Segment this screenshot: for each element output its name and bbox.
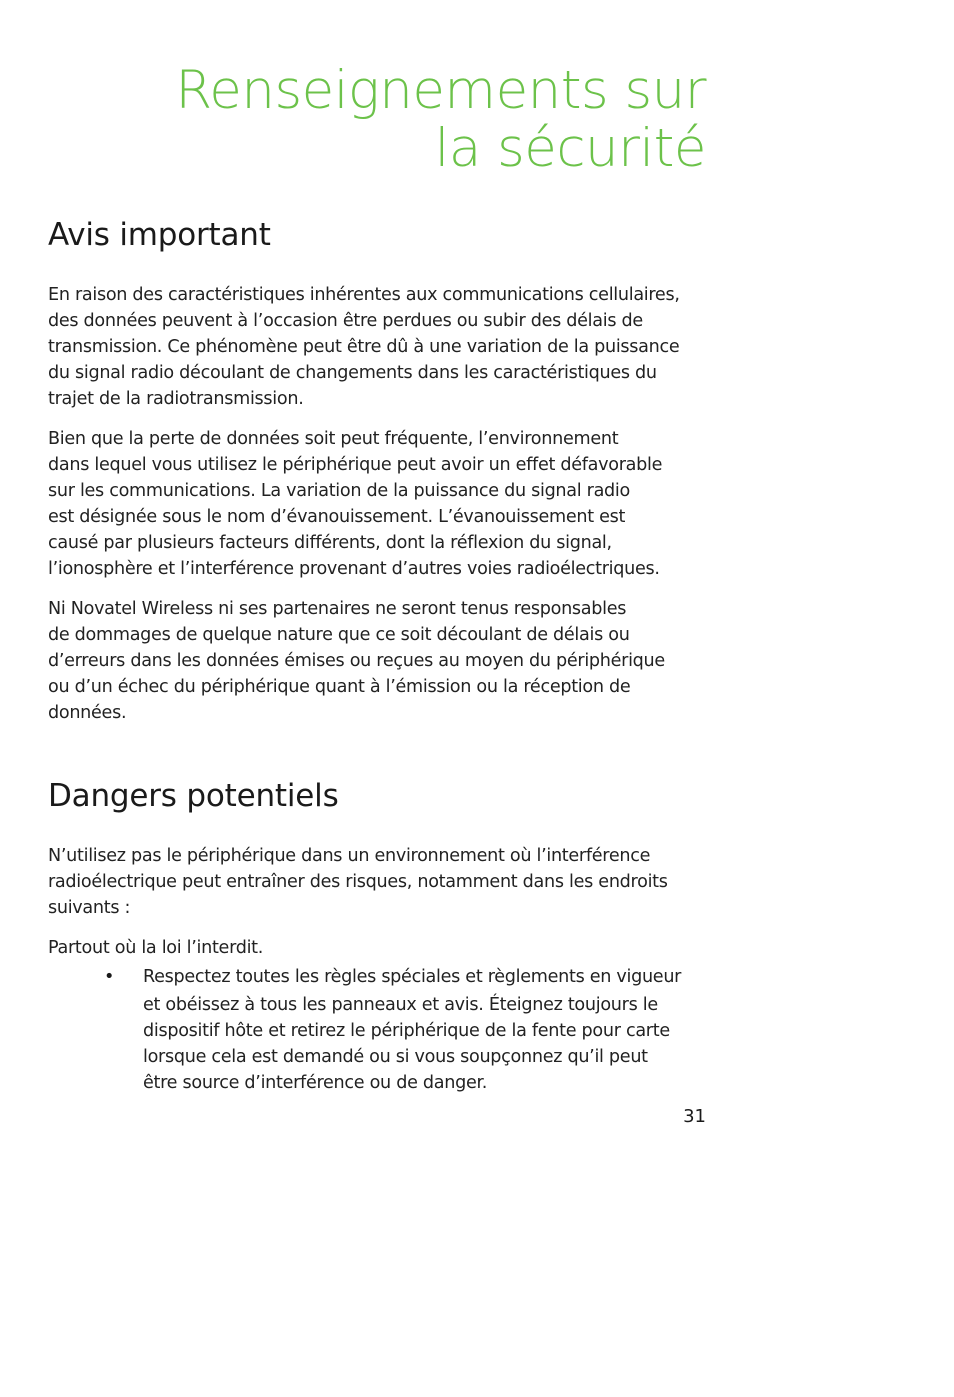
chapter-title-line-2: la sécurité <box>434 118 706 179</box>
paragraph-2 <box>48 426 708 582</box>
text-line: Respectez toutes les règles spéciales et règlements en vigueur <box>143 967 682 987</box>
text-line: des données peuvent à l’occasion être perdues ou subir des délais de <box>48 311 643 331</box>
text-line: En raison des caractéristiques inhérentes aux communications cellulaires, <box>48 285 680 305</box>
text-line: sur les communications. La variation de la puissance du signal radio <box>48 481 630 501</box>
bullet-icon: • <box>104 967 115 987</box>
text-line: lorsque cela est demandé ou si vous soupçonnez qu’il peut <box>143 1047 648 1067</box>
text-line: dispositif hôte et retirez le périphérique de la fente pour carte <box>143 1021 670 1041</box>
page-number: 31 <box>683 1106 706 1127</box>
text-line: transmission. Ce phénomène peut être dû à une variation de la puissance <box>48 337 680 357</box>
section-heading-avis-important: Avis important <box>48 217 271 253</box>
chapter-title <box>48 62 706 178</box>
text-line: l’ionosphère et l’interférence provenant d’autres voies radioélectriques. <box>48 559 660 579</box>
text-line: Partout où la loi l’interdit. <box>48 938 264 958</box>
text-line: de dommages de quelque nature que ce soit découlant de délais ou <box>48 625 630 645</box>
text-line: et obéissez à tous les panneaux et avis. Éteignez toujours le <box>143 995 658 1015</box>
text-line: trajet de la radiotransmission. <box>48 389 304 409</box>
paragraph-5 <box>48 935 708 961</box>
paragraph-4 <box>48 843 708 921</box>
paragraph-1 <box>48 282 708 412</box>
text-line: données. <box>48 703 127 723</box>
text-line: causé par plusieurs facteurs différents, dont la réflexion du signal, <box>48 533 612 553</box>
text-line: radioélectrique peut entraîner des risques, notamment dans les endroits <box>48 872 668 892</box>
text-line: ou d’un échec du périphérique quant à l’émission ou la réception de <box>48 677 631 697</box>
text-line: d’erreurs dans les données émises ou reçues au moyen du périphérique <box>48 651 665 671</box>
section-heading-dangers-potentiels: Dangers potentiels <box>48 778 339 814</box>
text-line: être source d’interférence ou de danger. <box>143 1073 488 1093</box>
text-line: N’utilisez pas le périphérique dans un environnement où l’interférence <box>48 846 651 866</box>
text-line: est désignée sous le nom d’évanouissement. L’évanouissement est <box>48 507 626 527</box>
text-line: Bien que la perte de données soit peut fréquente, l’environnement <box>48 429 619 449</box>
paragraph-3 <box>48 596 708 726</box>
bullet-text <box>143 964 713 1096</box>
text-line: suivants : <box>48 898 131 918</box>
text-line: du signal radio découlant de changements dans les caractéristiques du <box>48 363 657 383</box>
text-line: dans lequel vous utilisez le périphérique peut avoir un effet défavorable <box>48 455 663 475</box>
chapter-title-line-1: Renseignements sur <box>175 60 706 121</box>
text-line: Ni Novatel Wireless ni ses partenaires ne seront tenus responsables <box>48 599 627 619</box>
